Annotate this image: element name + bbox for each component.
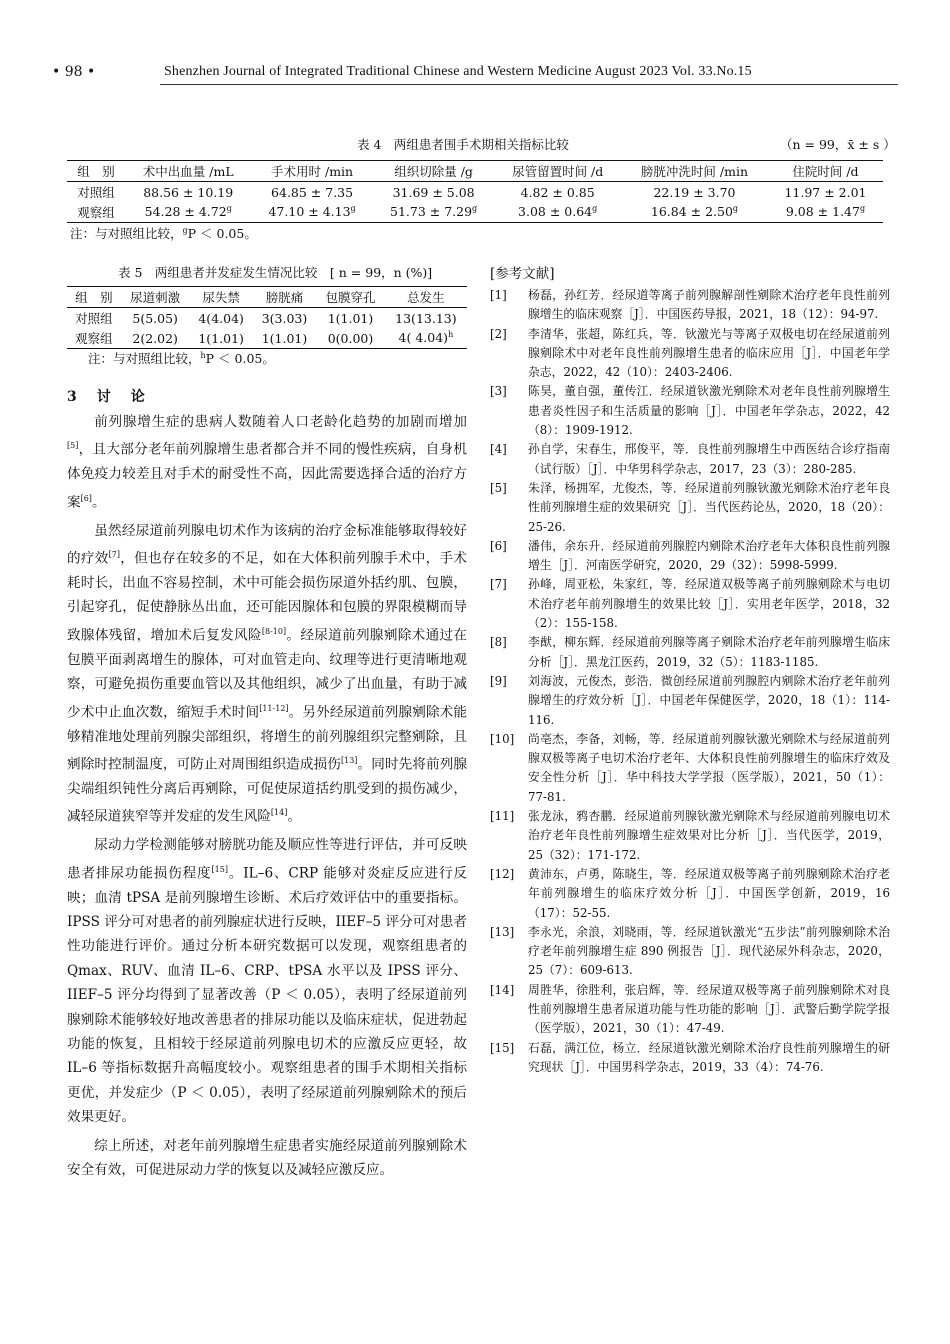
discussion-heading: 3 讨 论	[67, 389, 148, 405]
table4	[67, 160, 883, 223]
table-cell: 3(3.03)	[261, 310, 308, 326]
reference-item: [5] 朱泽，杨拥军，尤俊杰，等．经尿道前列腺钬激光剜除术治疗老年良性前列腺增生症的效果研究［J］．当代医药论丛，2020，18（20）：25-26.	[490, 480, 890, 534]
reference-item: [13] 李永光，余浪，刘晓雨，等．经尿道钬激光“五步法”前列腺剜除术治疗老年前列腺增生症 890 例报告［J］．现代泌尿外科杂志，2020，25（7）：609-613.	[490, 924, 890, 978]
table5-note: 注：与对照组比较，$^h$P ＜ 0.05。	[88, 350, 275, 366]
reference-item: [11] 张龙泳，鸦杏鹏．经尿道前列腺钬激光剜除术与经尿道前列腺电切术治疗老年良性前列腺增生症效果对比分析［J］．当代医学，2019，25（32）：171-172.	[490, 809, 890, 862]
table-cell: 47.10 ± 4.13$^g$	[251, 202, 373, 223]
reference-item: [7] 孙峰，周亚松，朱家红，等．经尿道双极等离子前列腺剜除术与电切术治疗老年前列腺增生的效果比较［J］．实用老年医学，2018，32（2）：155-158.	[490, 577, 890, 631]
table5	[67, 286, 467, 349]
table-row	[67, 308, 467, 329]
references-heading: [参考文献]	[490, 266, 555, 282]
table-cell: 4( 4.04)$^h$	[385, 328, 467, 349]
table-cell: 1(1.01)	[327, 310, 374, 326]
table-cell: 对照组	[75, 311, 113, 326]
table-cell: 9.08 ± 1.47$^g$	[768, 202, 883, 223]
table4-header: 组 别	[67, 161, 125, 182]
table-cell: 11.97 ± 2.01	[784, 184, 867, 200]
reference-item: [12] 黄沛东，卢勇，陈晓生，等．经尿道双极等离子前列腺剜除术治疗老年前列腺增生的临床疗效分析［J］．中国医学创新，2019，16（17）：52-55.	[490, 866, 890, 920]
table-row	[67, 202, 883, 223]
reference-item: [9] 刘海波，元俊杰，彭浩．微创经尿道前列腺腔内剜除术治疗老年前列腺增生的疗效分析［J］．中国老年保健医学，2020，18（1）：114-116.	[490, 673, 890, 727]
table4-header-row	[67, 161, 883, 182]
table4-header: 尿管留置时间 /d	[494, 161, 621, 182]
table5-header: 尿道刺激	[121, 287, 190, 308]
table-cell: 64.85 ± 7.35	[271, 184, 354, 200]
table-cell: 54.28 ± 4.72$^g$	[125, 202, 251, 223]
journal-title: Shenzhen Journal of Integrated Traditional Chinese and Western Medicine August 2023 Vol. 33.No.15	[164, 64, 752, 79]
table5-header: 包膜穿孔	[316, 287, 385, 308]
table-cell: 对照组	[77, 185, 115, 200]
table-cell: 2(2.02)	[121, 328, 190, 349]
table5-header: 总发生	[385, 287, 467, 308]
discussion-paragraph: 虽然经尿道前列腺电切术作为该病的治疗金标准能够取得较好的疗效[7]，但也存在较多的不足，如在大体积前列腺手术中，手术耗时长，出血不容易控制，术中可能会损伤尿道外括约肌、包膜，引起穿孔，促使静脉丛出血，还可能因腺体和包膜的界限模糊而导致腺体残留，增加术后复发风险[8-10]。经尿道前列腺剜除术通过在包膜平面剥离增生的腺体，可对血管走向、纹理等进行更清晰地观察，可避免损伤重要血管以及其他组织，减少了出血量，有助于减少术中止血次数，缩短手术时间[11-12]。另外经尿道前列腺剜除术能够精准地处理前列腺尖部组织，将增生的前列腺组织完整剜除，且剜除时控制温度，可防止对周围组织造成损伤[13]。同时先将前列腺尖端组织钝性分离后再剜除，可促使尿道括约肌受到的损伤减少，减轻尿道狭窄等并发症的发生风险[14]。	[67, 522, 468, 825]
reference-item: [3] 陈昊，董自强，董传江．经尿道钬激光剜除术对老年良性前列腺增生患者炎性因子和生活质量的影响［J］．中国老年学杂志，2022，42（8）：1909-1912.	[490, 384, 890, 438]
table4-note: 注：与对照组比较，$^g$P ＜ 0.05。	[70, 225, 257, 241]
table5-header: 组 别	[67, 287, 121, 308]
page-number: • 98 •	[52, 64, 96, 80]
references-list	[490, 286, 890, 1077]
table-cell: 1(1.01)	[189, 328, 252, 349]
table4-stat: （n = 99，x̄ ± s ）	[780, 137, 896, 152]
reference-item: [6] 潘伟，余东升．经尿道前列腺腔内剜除术治疗老年大体积良性前列腺增生［J］．河南医学研究，2020，29（32）：5998-5999.	[490, 538, 890, 573]
table5-header-row	[67, 287, 467, 308]
table5-caption: 表 5 两组患者并发症发生情况比较 [ n = 99，n (%)]	[118, 265, 433, 280]
table-cell: 5(5.05)	[132, 310, 178, 326]
reference-item: [8] 李猷，柳东辉．经尿道前列腺等离子剜除术治疗老年前列腺增生临床分析［J］．黑龙江医药，2019，32（5）：1183-1185.	[490, 635, 890, 669]
table-cell: 88.56 ± 10.19	[143, 184, 234, 200]
table-cell: 3.08 ± 0.64$^g$	[494, 202, 621, 223]
table4-header: 术中出血量 /mL	[125, 161, 251, 182]
table4-header: 组织切除量 /g	[373, 161, 495, 182]
table-cell: 观察组	[67, 202, 125, 223]
table-cell: 16.84 ± 2.50$^g$	[621, 202, 768, 223]
table-row	[67, 328, 467, 349]
table4-caption: 表 4 两组患者围手术期相关指标比较	[357, 137, 569, 152]
discussion-paragraph: 前列腺增生症的患病人数随着人口老龄化趋势的加剧而增加[5]，且大部分老年前列腺增生患者都合并不同的慢性疾病，自身机体免疫力较差且对手术的耐受性不高，因此需要选择合适的治疗方案[6]。	[67, 414, 467, 511]
reference-item: [10] 尚亳杰，李备，刘畅，等．经尿道前列腺钬激光剜除术与经尿道前列腺双极等离子电切术治疗老年、大体积良性前列腺增生的临床疗效及安全性分析［J］．华中科技大学学报（医学版），2021，50（1）：77-81.	[490, 731, 890, 804]
table5-header: 尿失禁	[189, 287, 252, 308]
discussion-section	[67, 386, 467, 1182]
table-cell: 4.82 ± 0.85	[520, 184, 595, 200]
reference-item: [2] 李清华，张超，陈红兵，等．钬激光与等离子双极电切在经尿道前列腺剜除术中对老年良性前列腺增生患者的临床应用［J］．中国老年学杂志，2022，42（10）：2403-2406.	[490, 326, 890, 380]
reference-item: [1] 杨磊，孙红芳．经尿道等离子前列腺解剖性剜除术治疗老年良性前列腺增生的临床观察［J］．中国医药导报，2021，18（12）：94-97.	[490, 288, 890, 322]
table4-header: 膀胱冲洗时间 /min	[621, 161, 768, 182]
table-row	[67, 182, 883, 203]
table-cell: 22.19 ± 3.70	[653, 184, 736, 200]
table-cell: 观察组	[67, 328, 121, 349]
table5-header: 膀胱痛	[253, 287, 316, 308]
reference-item: [15] 石磊，满江位，杨立．经尿道钬激光剜除术治疗良性前列腺增生的研究现状［J］．中国男科学杂志，2019，33（4）：74-76.	[490, 1040, 890, 1074]
table4-header: 住院时间 /d	[768, 161, 883, 182]
running-header	[52, 64, 898, 86]
table-cell: 13(13.13)	[395, 310, 457, 326]
discussion-paragraph: 尿动力学检测能够对膀胱功能及顺应性等进行评估，并可反映患者排尿功能损伤程度[15]。IL–6、CRP 能够对炎症反应进行反映；血清 tPSA 是前列腺增生诊断、术后疗效评估中的重要指标。IPSS 评分可对患者的前列腺症状进行反映，IIEF–5 评分可对患者性功能进行评价。通过分析本研究数据可以发现，观察组患者的 Qmax、RUV、血清 IL–6、CRP、tPSA 水平以及 IPSS 评分、IIEF–5 评分均得到了显著改善（P ＜ 0.05），表明了经尿道前列腺剜除术能够较好地改善患者的排尿功能以及临床症状，促进勃起功能的恢复，且相较于经尿道前列腺电切术的应激反应更轻，故 IL–6 等指标数据升高幅度较小。观察组患者的围手术期相关指标更优，并发症少（P ＜ 0.05），表明了经尿道前列腺剜除术的预后效果更好。	[67, 837, 468, 1126]
discussion-paragraph: 综上所述，对老年前列腺增生症患者实施经尿道前列腺剜除术安全有效，可促进尿动力学的恢复以及减轻应激反应。	[67, 1137, 467, 1179]
table-cell: 4(4.04)	[198, 310, 244, 326]
reference-item: [14] 周胜华，徐胜利，张启辉，等．经尿道双极等离子前列腺剜除术对良性前列腺增生患者尿道功能与性功能的影响［J］．武警后勤学院学报（医学版），2021，30（1）：47-49.	[490, 982, 890, 1036]
table-cell: 1(1.01)	[253, 328, 316, 349]
table4-header: 手术用时 /min	[251, 161, 373, 182]
table-cell: 0(0.00)	[316, 328, 385, 349]
table-cell: 51.73 ± 7.29$^g$	[373, 202, 495, 223]
header-rule	[160, 84, 898, 85]
table-cell: 31.69 ± 5.08	[392, 184, 475, 200]
reference-item: [4] 孙自学，宋春生，邢俊平，等．良性前列腺增生中西医结合诊疗指南（试行版）［J］．中华男科学杂志，2017，23（3）：280-285.	[490, 442, 890, 476]
